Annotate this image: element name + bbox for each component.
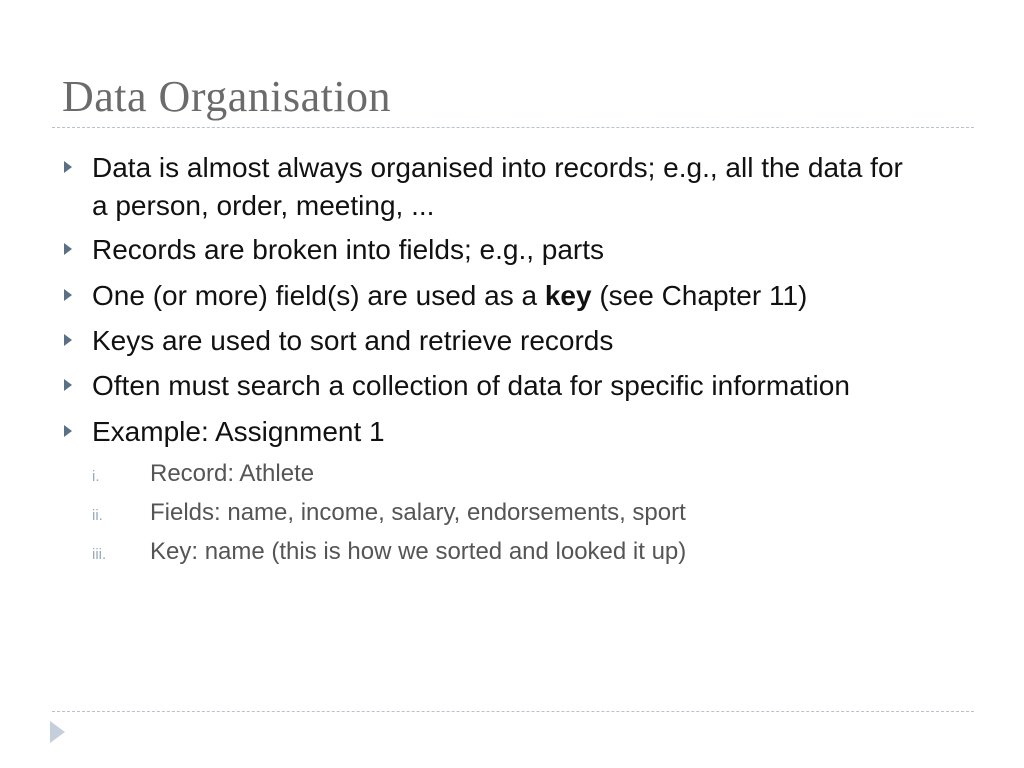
bullet-item bbox=[92, 367, 992, 405]
bullet-text: Example: Assignment 1 bbox=[92, 416, 385, 447]
bullet-bold-term: key bbox=[544, 280, 592, 311]
bullet-text: Keys are used to sort and retrieve records bbox=[92, 325, 614, 356]
sub-item-text: Key: name (this is how we sorted and looked it up) bbox=[150, 538, 687, 565]
sub-item-number: ii. bbox=[92, 507, 103, 524]
corner-triangle-icon bbox=[50, 721, 65, 743]
bullet-item bbox=[92, 322, 992, 360]
sub-item-number: i. bbox=[92, 468, 100, 485]
sub-list-item bbox=[92, 498, 950, 528]
bullet-item bbox=[92, 277, 992, 315]
bullet-text-post: (see Chapter 11) bbox=[591, 280, 808, 311]
bullet-arrow-icon bbox=[64, 243, 72, 255]
bullet-text-continuation: a person, order, meeting, ... bbox=[92, 190, 435, 221]
footer-divider bbox=[52, 711, 974, 712]
bullet-text: Records are broken into fields; e.g., parts bbox=[92, 234, 605, 265]
sub-item-text: Record: Athlete bbox=[150, 460, 315, 487]
bullet-text: Data is almost always organised into records; e.g., all the data for bbox=[92, 152, 903, 183]
bullet-arrow-icon bbox=[64, 334, 72, 346]
bullet-item bbox=[92, 149, 992, 225]
bullet-arrow-icon bbox=[64, 379, 72, 391]
bullet-arrow-icon bbox=[64, 289, 72, 301]
sub-list-item bbox=[92, 459, 950, 489]
sub-list-item bbox=[92, 537, 950, 567]
bullet-item bbox=[92, 231, 992, 269]
bullet-arrow-icon bbox=[64, 161, 72, 173]
bullet-arrow-icon bbox=[64, 425, 72, 437]
bullet-text: Often must search a collection of data for specific information bbox=[92, 370, 850, 401]
bullet-item bbox=[92, 413, 992, 451]
title-divider bbox=[52, 127, 974, 128]
sub-item-number: iii. bbox=[92, 546, 107, 563]
bullet-text: One (or more) field(s) are used as a bbox=[92, 280, 545, 311]
sub-item-text: Fields: name, income, salary, endorsements, sport bbox=[150, 499, 686, 526]
slide-title: Data Organisation bbox=[62, 72, 392, 121]
